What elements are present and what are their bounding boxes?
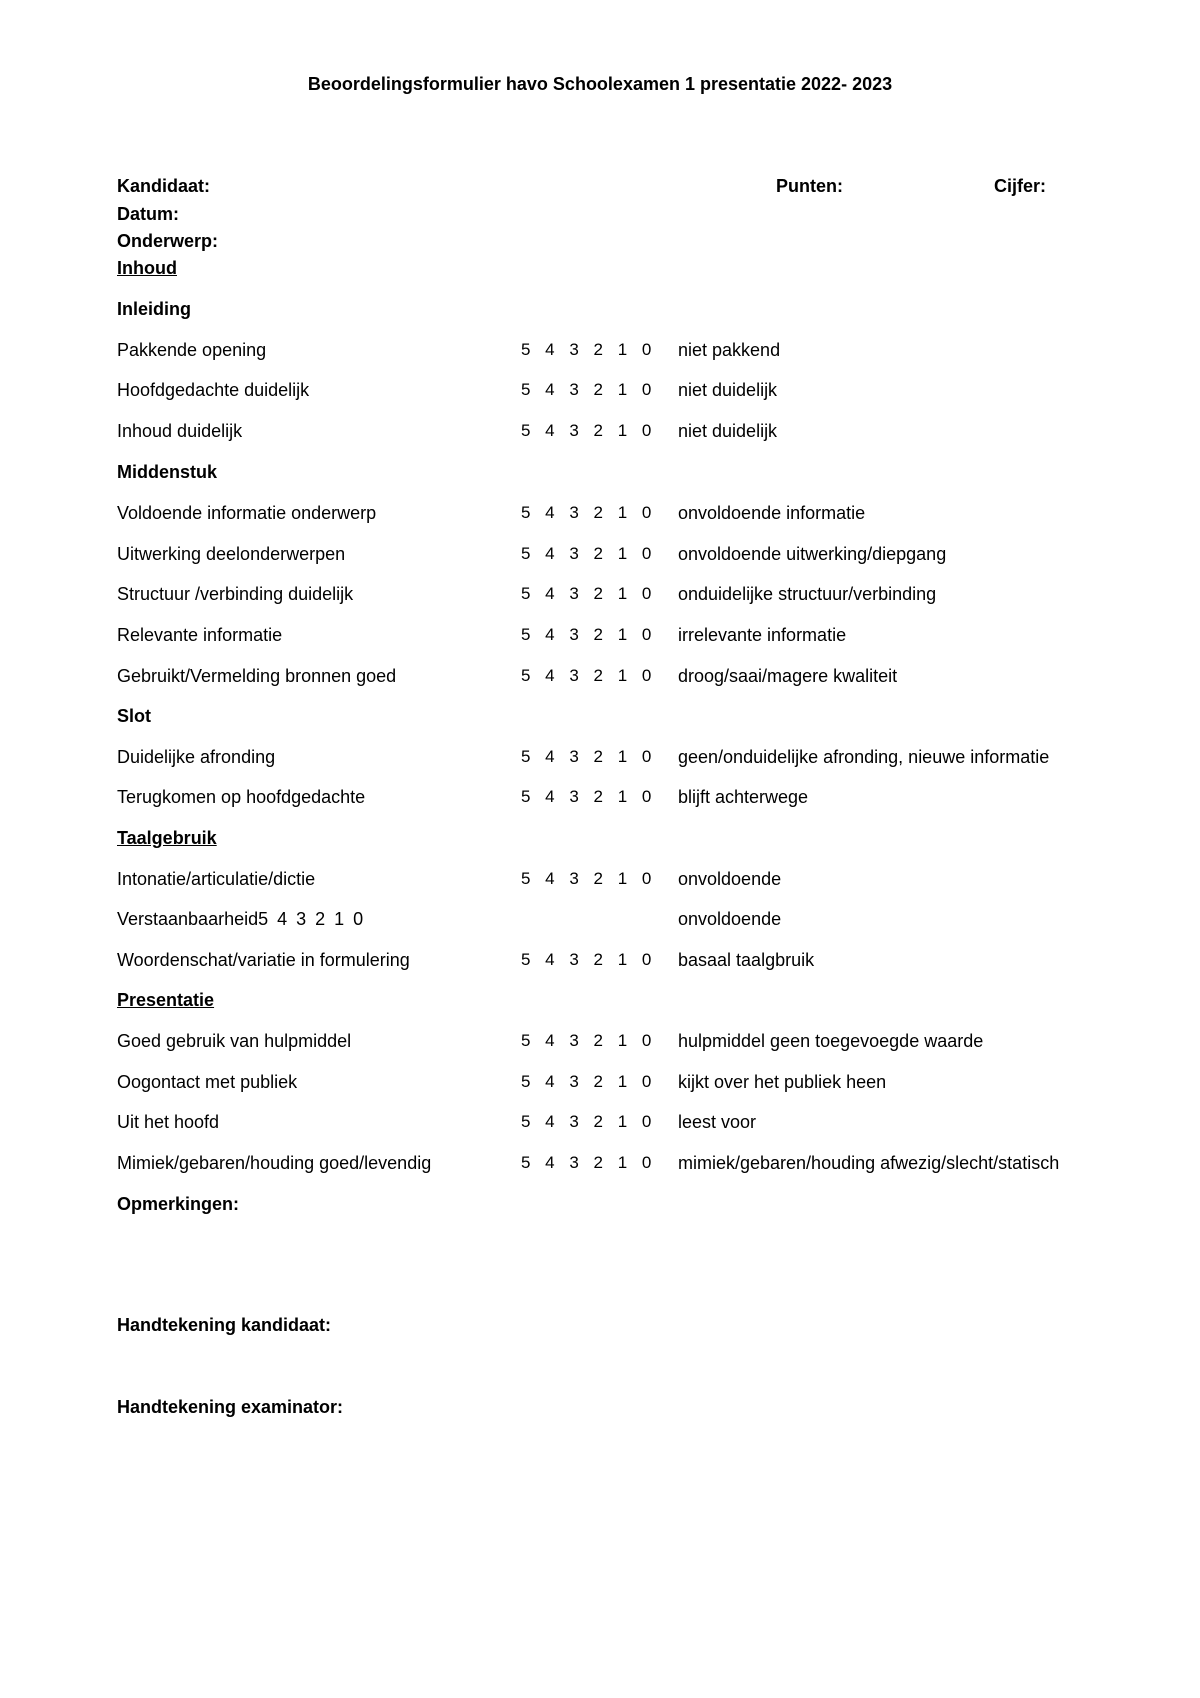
negative-descriptor: onvoldoende	[678, 869, 782, 889]
score-scale: 5 4 3 2 1 0	[521, 787, 657, 806]
score-scale: 5 4 3 2 1 0	[521, 666, 657, 685]
score-scale: 5 4 3 2 1 0	[521, 1031, 657, 1050]
criterion-label: Gebruikt/Vermelding bronnen goed	[117, 666, 397, 686]
punten-label: Punten:	[776, 176, 843, 196]
criterion-label: Goed gebruik van hulpmiddel	[117, 1031, 352, 1051]
criterion-label: Intonatie/articulatie/dictie	[117, 869, 316, 889]
section-heading-taalgebruik: Taalgebruik	[117, 828, 217, 848]
score-scale: 5 4 3 2 1 0	[521, 1112, 657, 1131]
negative-descriptor: onvoldoende informatie	[678, 503, 866, 523]
criterion-label: Uitwerking deelonderwerpen	[117, 544, 346, 564]
onderwerp-label: Onderwerp:	[117, 231, 219, 251]
negative-descriptor: niet pakkend	[678, 340, 781, 360]
score-scale: 5 4 3 2 1 0	[521, 625, 657, 644]
criterion-label: Inhoud duidelijk	[117, 421, 243, 441]
negative-descriptor: leest voor	[678, 1112, 757, 1132]
score-scale: 5 4 3 2 1 0	[521, 380, 657, 399]
score-scale: 5 4 3 2 1 0	[521, 1153, 657, 1172]
score-scale: 5 4 3 2 1 0	[521, 584, 657, 603]
negative-descriptor: onvoldoende	[678, 909, 782, 929]
datum-label: Datum:	[117, 204, 179, 224]
score-scale: 5 4 3 2 1 0	[521, 950, 657, 969]
negative-descriptor: niet duidelijk	[678, 421, 778, 441]
criterion-label: Woordenschat/variatie in formulering	[117, 950, 410, 970]
opmerkingen-label: Opmerkingen:	[117, 1194, 240, 1214]
criterion-label: Hoofdgedachte duidelijk	[117, 380, 310, 400]
inhoud-heading: Inhoud	[117, 258, 177, 278]
negative-descriptor: kijkt over het publiek heen	[678, 1072, 887, 1092]
criterion-label: Voldoende informatie onderwerp	[117, 503, 377, 523]
kandidaat-label: Kandidaat:	[117, 176, 211, 196]
negative-descriptor: blijft achterwege	[678, 787, 809, 807]
criterion-label: Verstaanbaarheid5 4 3 2 1 0	[117, 909, 364, 929]
section-heading-slot: Slot	[117, 706, 151, 726]
criterion-label: Duidelijke afronding	[117, 747, 276, 767]
score-scale: 5 4 3 2 1 0	[521, 544, 657, 563]
score-scale: 5 4 3 2 1 0	[521, 1072, 657, 1091]
score-scale: 5 4 3 2 1 0	[521, 503, 657, 522]
cijfer-label: Cijfer:	[994, 176, 1047, 196]
section-heading-presentatie: Presentatie	[117, 990, 215, 1010]
section-heading-inleiding: Inleiding	[117, 299, 191, 319]
negative-descriptor: onvoldoende uitwerking/diepgang	[678, 544, 947, 564]
score-scale: 5 4 3 2 1 0	[521, 421, 657, 440]
criterion-label: Uit het hoofd	[117, 1112, 220, 1132]
criterion-label: Mimiek/gebaren/houding goed/levendig	[117, 1153, 432, 1173]
score-scale: 5 4 3 2 1 0	[521, 869, 657, 888]
negative-descriptor: onduidelijke structuur/verbinding	[678, 584, 937, 604]
negative-descriptor: geen/onduidelijke afronding, nieuwe informatie	[678, 747, 1050, 767]
handtekening-examinator-label: Handtekening examinator:	[117, 1397, 344, 1417]
criterion-label: Pakkende opening	[117, 340, 267, 360]
negative-descriptor: basaal taalgbruik	[678, 950, 815, 970]
score-scale: 5 4 3 2 1 0	[521, 340, 657, 359]
section-heading-middenstuk: Middenstuk	[117, 462, 218, 482]
criterion-label: Oogontact met publiek	[117, 1072, 298, 1092]
negative-descriptor: mimiek/gebaren/houding afwezig/slecht/statisch	[678, 1153, 1060, 1173]
negative-descriptor: niet duidelijk	[678, 380, 778, 400]
criterion-label: Relevante informatie	[117, 625, 283, 645]
negative-descriptor: hulpmiddel geen toegevoegde waarde	[678, 1031, 984, 1051]
score-scale: 5 4 3 2 1 0	[521, 747, 657, 766]
document-title: Beoordelingsformulier havo Schoolexamen 1 presentatie 2022- 2023	[307, 74, 893, 94]
criterion-label: Structuur /verbinding duidelijk	[117, 584, 354, 604]
negative-descriptor: droog/saai/magere kwaliteit	[678, 666, 898, 686]
handtekening-kandidaat-label: Handtekening kandidaat:	[117, 1315, 332, 1335]
negative-descriptor: irrelevante informatie	[678, 625, 847, 645]
criterion-label: Terugkomen op hoofdgedachte	[117, 787, 366, 807]
